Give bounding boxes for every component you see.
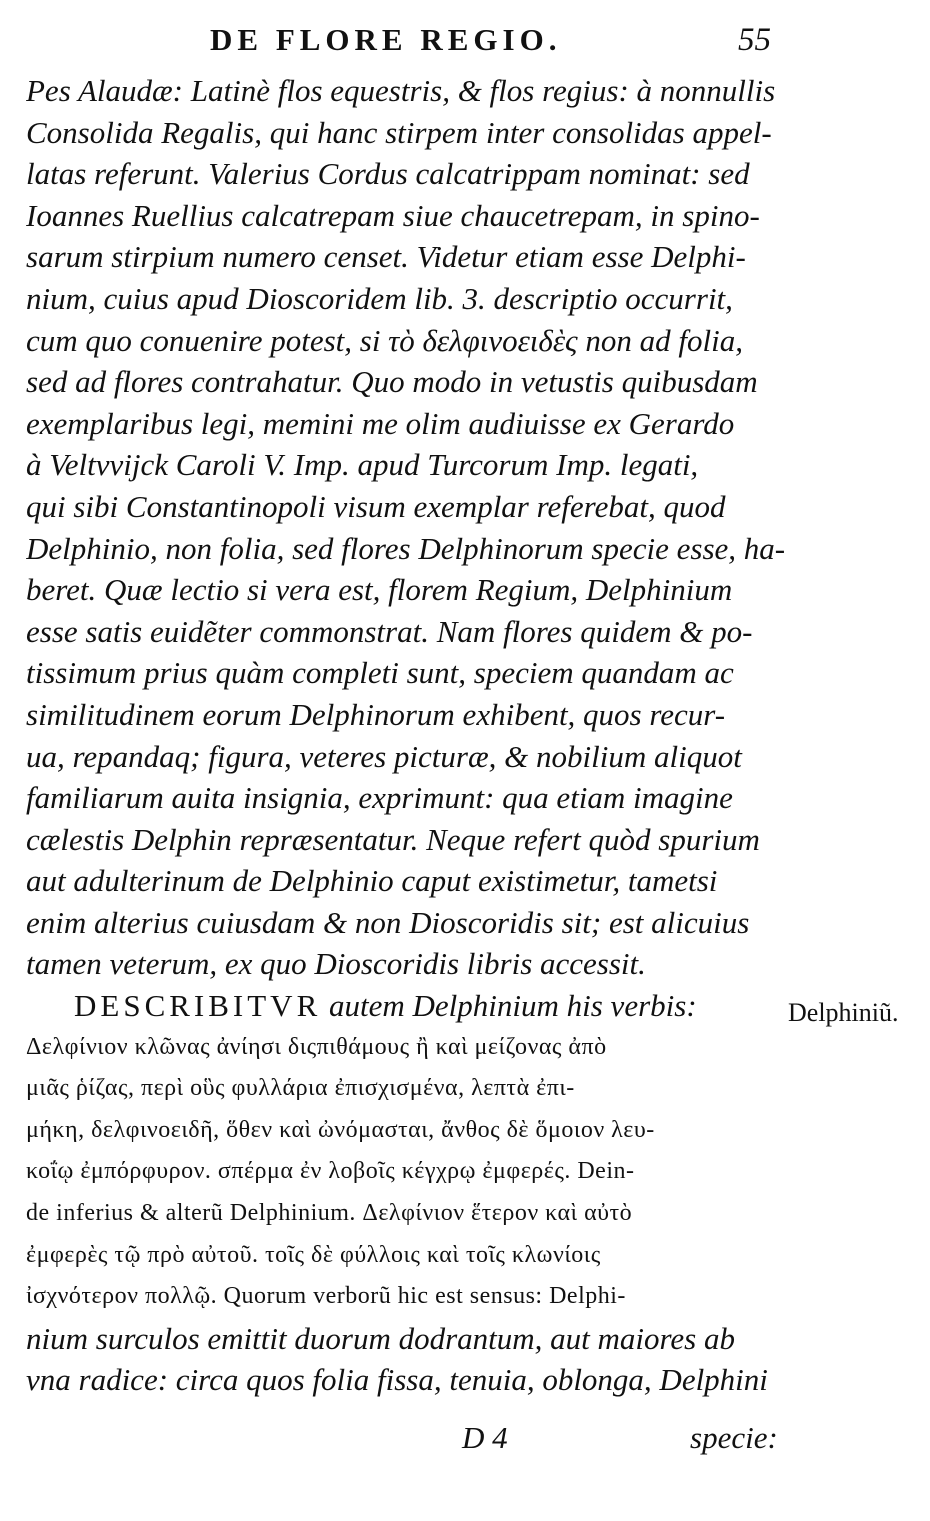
- greek-line: de inferius & alterũ Delphinium. Δελφίνιον ἕτερον καὶ αὐτὸ: [26, 1200, 633, 1227]
- text-line: cælestis Delphin repræsentatur. Neque refert quòd spurium: [26, 821, 760, 857]
- paragraph-start-line: [26, 985, 786, 1027]
- text-line: Pes Alaudæ: Latinè flos equestris, & flos regius: à nonnullis: [26, 73, 776, 108]
- page-header: [0, 22, 930, 72]
- text-line: esse satis euidẽter commonstrat. Nam flores quidem & po-: [26, 613, 753, 649]
- text-line: vna radice: circa quos folia fissa, tenuia, oblonga, Delphini: [26, 1362, 768, 1398]
- greek-line: ἐμφερὲς τῷ πρὸ αὐτοῦ. τοῖς δὲ φύλλοις καὶ τοῖς κλωνίοις: [26, 1241, 601, 1268]
- lead-word: DESCRIBITVR: [74, 988, 322, 1024]
- text-line: sed ad flores contrahatur. Quo modo in vetustis quibusdam: [26, 364, 758, 400]
- page-number: 55: [738, 22, 771, 58]
- text-line: sarum stirpium numero censet. Videtur etiam esse Delphi-: [26, 239, 746, 275]
- text-line: nium, cuius apud Dioscoridem lib. 3. descriptio occurrit,: [26, 280, 733, 316]
- text-line: cum quo conuenire potest, si τὸ δελφινοειδὲς non ad folia,: [26, 322, 743, 358]
- text-line: nium surculos emittit duorum dodrantum, aut maiores ab: [26, 1320, 735, 1356]
- text-line: latas referunt. Valerius Cordus calcatrippam nominat: sed: [26, 156, 750, 192]
- running-head: DE FLORE REGIO.: [210, 22, 562, 57]
- lead-rest: autem Delphinium his verbis:: [321, 988, 697, 1024]
- text-line: Ioannes Ruellius calcatrepam siue chaucetrepam, in spino-: [26, 197, 760, 233]
- text-line: exemplaribus legi, memini me olim audiuisse ex Gerardo: [26, 405, 735, 441]
- text-line: ua, repandaq; figura, veteres picturæ, & nobilium aliquot: [26, 738, 742, 774]
- greek-line: κοΐῳ ἐμπόρφυρον. σπέρμα ἐν λοβοῖς κέγχρῳ ἐμφερές. Dein-: [26, 1158, 635, 1185]
- text-line: Delphinio, non folia, sed flores Delphinorum specie esse, ha-: [26, 530, 786, 566]
- text-line: tissimum prius quàm completi sunt, speciem quandam ac: [26, 655, 734, 691]
- text-line: Consolida Regalis, qui hanc stirpem inter consolidas appel-: [26, 114, 772, 150]
- signature-mark: D 4: [462, 1420, 508, 1455]
- greek-line: ἰσχνότερον πολλῷ. Quorum verborũ hic est sensus: Delphi-: [26, 1283, 626, 1310]
- catchword: specie:: [690, 1420, 778, 1455]
- margin-note: Delphiniũ.: [788, 998, 899, 1027]
- text-line: enim alterius cuiusdam & non Dioscoridis sit; est alicuius: [26, 904, 750, 940]
- text-line: aut adulterinum de Delphinio caput existimetur, tametsi: [26, 863, 718, 899]
- text-line: beret. Quæ lectio si vera est, florem Regium, Delphinium: [26, 572, 733, 608]
- text-line: à Veltvvijck Caroli V. Imp. apud Turcorum Imp. legati,: [26, 447, 699, 483]
- body-text: [26, 70, 786, 1401]
- text-line: tamen veterum, ex quo Dioscoridis libris accessit.: [26, 946, 646, 982]
- text-line: qui sibi Constantinopoli visum exemplar referebat, quod: [26, 488, 726, 524]
- greek-line: μιᾶς ῥίζας, περὶ οὓς φυλλάρια ἐπισχισμένα, λεπτὰ ἐπι-: [26, 1075, 575, 1102]
- greek-line: Δελφίνιον κλῶνας ἀνίησι διςπιθάμους ἢ καὶ μείζονας ἀπὸ: [26, 1033, 607, 1060]
- page-footer: [0, 1420, 930, 1466]
- text-line: similitudinem eorum Delphinorum exhibent, quos recur-: [26, 696, 726, 732]
- greek-line: μήκη, δελφινοειδῆ, ὅθεν καὶ ὠνόμασται, ἄνθος δὲ ὅμοιον λευ-: [26, 1116, 655, 1143]
- text-line: familiarum auita insignia, exprimunt: qua etiam imagine: [26, 780, 733, 816]
